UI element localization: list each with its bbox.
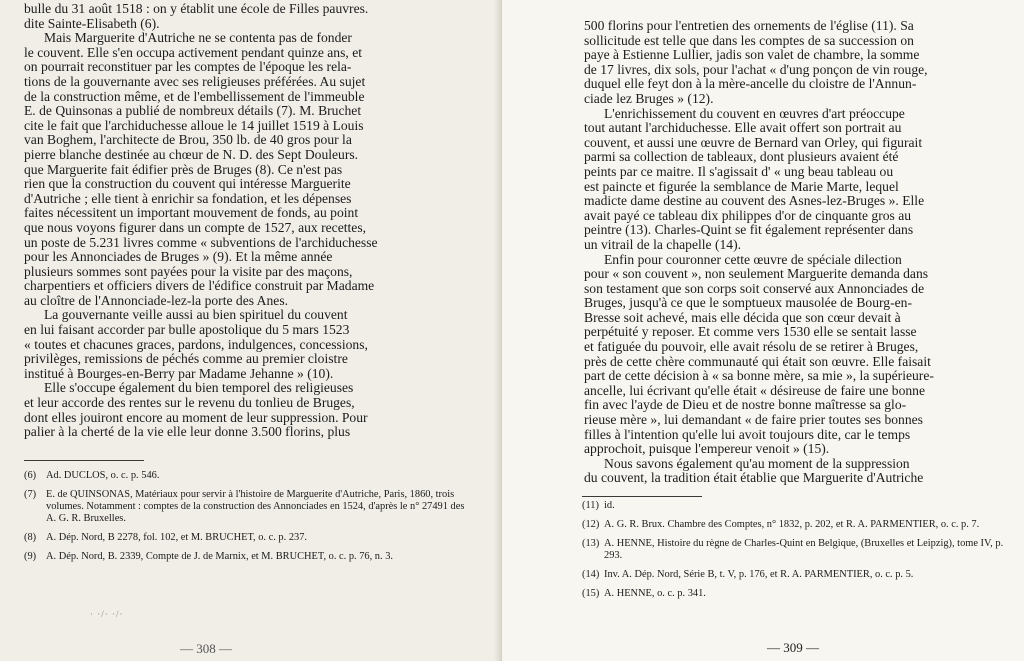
right-footnotes <box>582 500 1014 607</box>
footnote <box>582 588 1014 600</box>
footnote <box>582 519 1014 531</box>
left-line: charpentiers et officiers divers de l'édifice construit par Madame <box>24 278 375 294</box>
left-line: E. de Quinsonas a publié de nombreux détails (7). M. Bruchet <box>24 103 362 119</box>
left-line: institué à Bourges-en-Berry par Madame Jehanne » (10). <box>24 365 334 381</box>
left-line: d'Autriche ; elle tient à enrichir sa fondation, et les dépenses <box>24 190 352 206</box>
footnote <box>24 551 472 563</box>
right-line: rieuse mère », lui demandant « de faire prier toutes ses bonnes <box>584 412 923 428</box>
right-line: fin avec l'ayde de Dieu et de nostre bonne maîtresse sa glo- <box>584 397 907 413</box>
left-line: « toutes et chacunes graces, pardons, indulgences, concessions, <box>24 336 368 352</box>
left-line: privilèges, remissions de péchés comme au premier cloistre <box>24 351 348 367</box>
footnote-number: (12) <box>582 519 600 530</box>
left-line: plusieurs sommes sont payées pour la visite par des maçons, <box>24 263 353 279</box>
left-line: que nous voyons figurer dans un compte de 1527, aux recettes, <box>24 219 367 235</box>
right-line: perpétuité y reposer. Et comme vers 1530 elle se sentait lasse <box>584 324 917 340</box>
left-line: que Marguerite fait édifier près de Bruges (8). Ce n'est pas <box>24 161 343 177</box>
footnote-divider <box>24 460 144 461</box>
footnote-number: (7) <box>24 489 37 500</box>
right-line: part de cette décision à « sa bonne mère, sa mie », la supérieure- <box>584 368 934 384</box>
right-line: pour « son couvent », non seulement Marguerite demanda dans <box>584 266 929 282</box>
footnote <box>24 532 472 544</box>
left-page <box>0 0 502 661</box>
right-line: un vitrail de la chapelle (14). <box>584 236 742 252</box>
right-line: tout autant l'archiduchesse. Elle avait offert son portrait au <box>584 120 902 136</box>
footnote-number: (8) <box>24 532 37 543</box>
footnote-text: A. Dép. Nord, B 2278, fol. 102, et M. BRUCHET, o. c. p. 237. <box>46 532 307 543</box>
footnote-number: (9) <box>24 551 37 562</box>
left-line: dont elles jouiront encore au moment de leur suppression. Pour <box>24 409 368 425</box>
right-line: avait payé ce tableau dix philippes d'or de cinquante gros au <box>584 207 912 223</box>
right-line: ciade lez Bruges » (12). <box>584 90 714 106</box>
left-line: van Boghem, l'architecte de Brou, 350 lb. de 40 gros pour la <box>24 132 352 148</box>
page-number-left: — 308 — <box>180 641 232 656</box>
right-line: couvent, et aussi une œuvre de Bernard van Orley, qui figurait <box>584 134 923 150</box>
right-line: Bruges, jusqu'à ce que le somptueux mausolée de Bourg-en- <box>584 295 912 311</box>
footnote-number: (15) <box>582 588 600 599</box>
footnote-text: Ad. DUCLOS, o. c. p. 546. <box>46 470 160 481</box>
footnote-text: A. HENNE, o. c. p. 341. <box>604 588 706 599</box>
left-line: La gouvernante veille aussi au bien spirituel du couvent <box>44 307 348 323</box>
right-line: peints par ce maitre. Il s'agissait d' « ung beau tableau ou <box>584 163 894 179</box>
right-line: de 17 livres, dix sols, pour l'achat « d'ung ponçon de vin rouge, <box>584 61 928 77</box>
right-line: son testament que son corps soit conservé aux Annonciades de <box>584 280 925 296</box>
footnote-number: (14) <box>582 569 600 580</box>
right-line: est paincte et figurée la semblance de Marie Marte, lequel <box>584 178 899 194</box>
footnote <box>24 489 472 525</box>
footnote-number: (6) <box>24 470 37 481</box>
left-line: Elle s'occupe également du bien temporel des religieuses <box>44 380 354 396</box>
left-line: le couvent. Elle s'en occupa activement pendant quinze ans, et <box>24 44 363 60</box>
footnote <box>24 470 472 482</box>
left-line: Mais Marguerite d'Autriche ne se contenta pas de fonder <box>44 30 352 46</box>
right-line: du couvent, la tradition était établie que Marguerite d'Autriche <box>584 470 924 486</box>
right-line: et fatiguée du pouvoir, elle avait résolu de se retirer à Bruges, <box>584 339 919 355</box>
left-footnotes <box>24 470 472 570</box>
right-line: parmi sa collection de tableaux, dont plusieurs avaient été <box>584 149 899 165</box>
left-line: un poste de 5.231 livres comme « subventions de l'archiduchesse <box>24 234 378 250</box>
right-page-body <box>584 19 1016 486</box>
footnote-number: (13) <box>582 538 600 549</box>
left-line: on pourrait reconstituer par les comptes de l'époque les rela- <box>24 59 352 75</box>
left-page-body <box>24 2 476 440</box>
footnote <box>582 500 1014 512</box>
left-line: et leur accorde des rentes sur le revenu du tonlieu de Bruges, <box>24 395 355 411</box>
right-line: Nous savons également qu'au moment de la suppression <box>604 455 910 471</box>
left-line: rien que la construction du couvent qui intéresse Marguerite <box>24 176 351 192</box>
right-line: ancelle, lui écrivant qu'elle était « désireuse de faire une bonne <box>584 382 926 398</box>
footnote <box>582 538 1014 562</box>
right-line: près de cette chère communauté qui était son œuvre. Elle faisait <box>584 353 931 369</box>
footnote-text: A. G. R. Brux. Chambre des Comptes, n° 1832, p. 202, et R. A. PARMENTIER, o. c. p. 7. <box>604 519 980 530</box>
right-line: 500 florins pour l'entretien des ornements de l'église (11). Sa <box>584 18 914 33</box>
right-line: Enfin pour couronner cette œuvre de spéciale dilection <box>604 251 902 267</box>
left-line: en lui faisant accorder par bulle apostolique du 5 mars 1523 <box>24 322 350 338</box>
right-line: approchoit, puisque l'empereur venoit » (15). <box>584 441 830 457</box>
left-line: pour les Annonciades de Bruges » (9). Et la même année <box>24 249 333 265</box>
left-line: palier à la cherté de la vie elle leur donne 3.500 florins, plus <box>24 424 351 440</box>
footnote-text: id. <box>604 500 615 511</box>
right-line: duquel elle feyt don à la mère-ancelle du cloistre de l'Annun- <box>584 76 917 92</box>
footnote-text: E. de QUINSONAS, Matériaux pour servir à l'histoire de Marguerite d'Autriche, Paris, 1860, trois volumes. Notamment : comptes de la construction des Annonciades en 1524, d'après le n° 27491 des A. G. R. Bruxelles. <box>46 489 465 524</box>
footnote-text: A. Dép. Nord, B. 2339, Compte de J. de Marnix, et M. BRUCHET, o. c. p. 76, n. 3. <box>46 551 393 562</box>
right-line: Bresse soit achevé, mais elle décida que son cœur devait à <box>584 309 901 325</box>
right-page <box>502 0 1024 661</box>
margin-scribble: · ·/· ·/· <box>90 609 124 619</box>
right-line: sollicitude est telle que dans les comptes de sa succession on <box>584 32 914 48</box>
left-line: tions de la gouvernante avec ses religieuses préférées. Au sujet <box>24 73 366 89</box>
left-line: dite Sainte-Elisabeth (6). <box>24 15 160 31</box>
left-line: pierre blanche destinée au chœur de N. D. des Sept Douleurs. <box>24 146 359 162</box>
left-line: au cloître de l'Annonciade-lez-la porte des Anes. <box>24 292 289 308</box>
right-line: peintre (13). Charles-Quint se fit également représenter dans <box>584 222 914 238</box>
left-line: faites nécessitent un important mouvement de fonds, au point <box>24 205 359 221</box>
right-line: filles à l'intention qu'elle lui avoit toujours dite, car le temps <box>584 426 911 442</box>
footnote <box>582 569 1014 581</box>
left-line: bulle du 31 août 1518 : on y établit une école de Filles pauvres. <box>24 1 369 16</box>
footnote-number: (11) <box>582 500 599 511</box>
right-line: madicte dame destine au couvent des Asnes-lez-Bruges ». Elle <box>584 193 925 209</box>
left-line: de la construction même, et de l'embellissement de l'immeuble <box>24 88 365 104</box>
left-line: cite le fait que l'archiduchesse alloue le 14 juillet 1519 à Louis <box>24 117 364 133</box>
right-line: paye à Estienne Lullier, jadis son valet de chambre, la somme <box>584 47 920 63</box>
page-number-right: — 309 — <box>767 640 819 655</box>
footnote-text: Inv. A. Dép. Nord, Série B, t. V, p. 176, et R. A. PARMENTIER, o. c. p. 5. <box>604 569 914 580</box>
right-line: L'enrichissement du couvent en œuvres d'art préoccupe <box>604 105 905 121</box>
footnote-text: A. HENNE, Histoire du règne de Charles-Quint en Belgique, (Bruxelles et Leipzig), tome IV, p. 293. <box>604 538 1004 561</box>
footnote-divider <box>582 496 702 497</box>
